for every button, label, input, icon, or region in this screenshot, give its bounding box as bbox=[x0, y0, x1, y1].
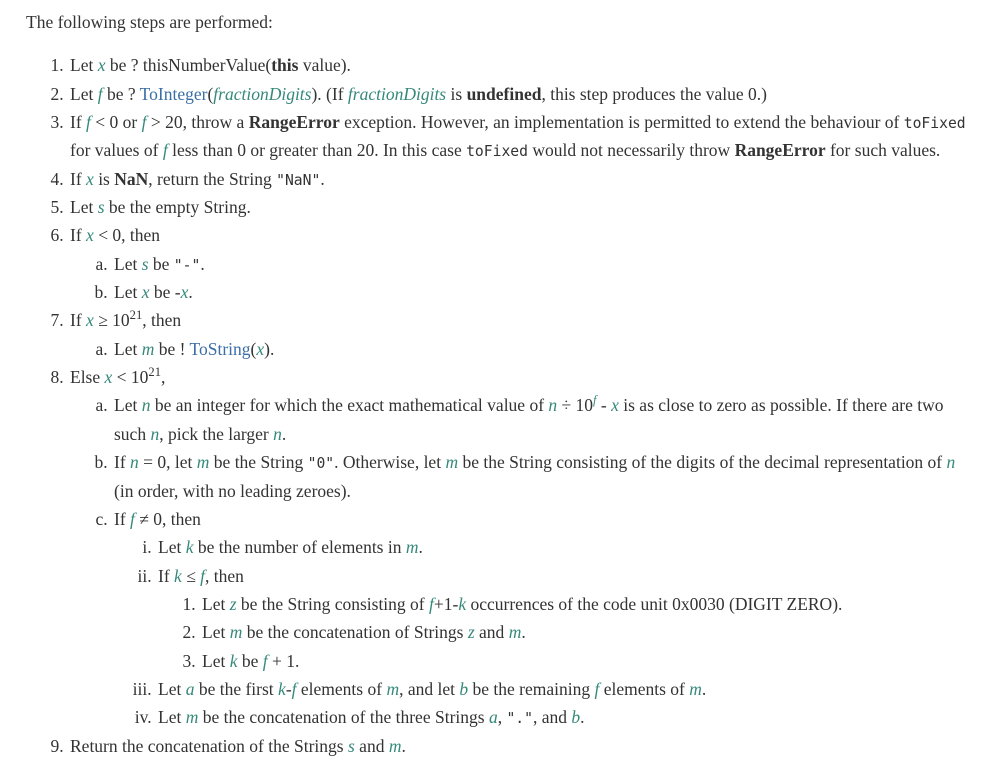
text: be ! bbox=[154, 338, 190, 359]
text: . Otherwise, let bbox=[334, 452, 446, 473]
step-item bbox=[156, 562, 973, 675]
text: If bbox=[158, 565, 175, 586]
text: Let bbox=[202, 593, 230, 614]
text: be the empty String. bbox=[104, 197, 251, 218]
text: Let bbox=[158, 537, 186, 558]
variable: n bbox=[130, 452, 139, 473]
text: for values of bbox=[70, 140, 163, 161]
variable: b bbox=[459, 678, 469, 699]
variable: x bbox=[611, 395, 619, 416]
text: be - bbox=[149, 282, 181, 303]
text: < 0, then bbox=[93, 225, 161, 246]
step-item bbox=[200, 590, 973, 618]
bold-term: this bbox=[271, 55, 299, 76]
variable: m bbox=[141, 338, 155, 359]
step-item bbox=[112, 448, 973, 505]
text: Let bbox=[114, 395, 142, 416]
text: , and bbox=[532, 707, 572, 728]
step-item bbox=[68, 363, 973, 731]
step-item bbox=[156, 703, 973, 731]
code-literal: "NaN" bbox=[276, 171, 321, 189]
superscript-variable: f bbox=[593, 393, 597, 408]
text: ≤ bbox=[181, 565, 201, 586]
text: be bbox=[237, 650, 263, 671]
variable: n bbox=[141, 395, 151, 416]
text: If bbox=[70, 168, 87, 189]
spec-steps-section bbox=[26, 8, 973, 760]
text: is bbox=[446, 83, 467, 104]
bold-term: RangeError bbox=[734, 140, 826, 161]
variable: x bbox=[104, 367, 113, 388]
variable: z bbox=[229, 593, 237, 614]
steps-list-level-3 bbox=[114, 533, 973, 731]
variable: z bbox=[467, 622, 475, 643]
text: + 1. bbox=[267, 650, 300, 671]
variable: s bbox=[97, 197, 105, 218]
text: If bbox=[70, 112, 87, 133]
text: If bbox=[70, 310, 87, 331]
text: be ? thisNumberValue( bbox=[105, 55, 272, 76]
text: Let bbox=[114, 253, 142, 274]
text: is as close to zero as possible. If there are two such bbox=[114, 395, 944, 444]
step-item bbox=[200, 618, 973, 646]
text: elements of bbox=[296, 678, 387, 699]
step-item bbox=[156, 675, 973, 703]
text: - bbox=[285, 678, 292, 699]
text: less than 0 or greater than 20. In this case bbox=[167, 140, 467, 161]
variable: n bbox=[946, 452, 956, 473]
step-item bbox=[68, 80, 973, 108]
step-item bbox=[112, 250, 973, 278]
text: be the concatenation of the three Strings bbox=[198, 707, 489, 728]
text: be the String consisting of bbox=[236, 593, 429, 614]
steps-list-level-2 bbox=[70, 250, 973, 307]
code-literal: "." bbox=[506, 710, 533, 728]
text: , return the String bbox=[148, 168, 277, 189]
text: occurrences of the code unit 0x0030 (DIGIT ZERO). bbox=[466, 593, 843, 614]
superscript: 21 bbox=[148, 365, 162, 380]
variable: s bbox=[141, 253, 149, 274]
step-item bbox=[68, 193, 973, 221]
text: be the remaining bbox=[468, 678, 595, 699]
text: +1- bbox=[433, 593, 459, 614]
variable: n bbox=[548, 395, 558, 416]
text: Else bbox=[70, 367, 105, 388]
text: be bbox=[148, 253, 174, 274]
text: be the concatenation of Strings bbox=[242, 622, 468, 643]
text: Let bbox=[202, 650, 230, 671]
variable: k bbox=[185, 537, 194, 558]
text: . bbox=[521, 622, 526, 643]
variable: x bbox=[256, 338, 265, 359]
code-literal: "-" bbox=[173, 256, 201, 274]
variable: m bbox=[445, 452, 459, 473]
text: and bbox=[474, 622, 509, 643]
steps-list-level-1 bbox=[26, 51, 973, 760]
text: ). bbox=[264, 338, 275, 359]
text: Let bbox=[158, 707, 186, 728]
text: , pick the larger bbox=[159, 423, 274, 444]
step-item bbox=[200, 647, 973, 675]
step-item bbox=[156, 533, 973, 561]
variable: f bbox=[594, 678, 600, 699]
step-item bbox=[112, 335, 973, 363]
text: If bbox=[70, 225, 87, 246]
variable: s bbox=[347, 735, 355, 756]
text: < 10 bbox=[112, 367, 149, 388]
variable: x bbox=[97, 55, 106, 76]
variable: f bbox=[130, 508, 135, 529]
text: . bbox=[320, 168, 325, 189]
text: Let bbox=[114, 282, 142, 303]
text: (in order, with no leading zeroes). bbox=[114, 480, 351, 501]
variable: x bbox=[180, 282, 189, 303]
variable: m bbox=[185, 707, 199, 728]
text: . bbox=[401, 735, 406, 756]
variable: m bbox=[386, 678, 400, 699]
variable: f bbox=[86, 112, 91, 133]
variable: m bbox=[229, 622, 243, 643]
variable: x bbox=[86, 168, 94, 189]
variable: k bbox=[174, 565, 182, 586]
text: ÷ 10 bbox=[557, 395, 594, 416]
text: Let bbox=[70, 83, 98, 104]
text: Let bbox=[70, 197, 98, 218]
steps-list-level-2 bbox=[70, 335, 973, 363]
steps-list-level-2 bbox=[70, 391, 973, 731]
text: - bbox=[596, 395, 612, 416]
text: ≠ 0, then bbox=[134, 508, 201, 529]
text: exception. However, an implementation is permitted to extend the behaviour of bbox=[339, 112, 904, 133]
variable: f bbox=[141, 112, 147, 133]
text: ( bbox=[207, 83, 214, 104]
steps-container bbox=[26, 51, 973, 760]
step-item bbox=[112, 391, 973, 448]
variable: k bbox=[458, 593, 467, 614]
intro-text: The following steps are performed: bbox=[26, 12, 273, 32]
text: Let bbox=[70, 55, 98, 76]
text: , then bbox=[142, 310, 182, 331]
text: , bbox=[161, 367, 166, 388]
variable: k bbox=[229, 650, 238, 671]
step-item bbox=[68, 221, 973, 306]
step-item bbox=[68, 51, 973, 79]
text: be ? bbox=[102, 83, 140, 104]
bold-term: RangeError bbox=[248, 112, 340, 133]
text: is bbox=[93, 168, 115, 189]
text: . bbox=[281, 423, 287, 444]
step-item bbox=[68, 732, 973, 760]
text: elements of bbox=[599, 678, 690, 699]
text: > 20, throw a bbox=[146, 112, 249, 133]
step-item bbox=[112, 505, 973, 732]
text: Return the concatenation of the Strings bbox=[70, 735, 348, 756]
step-item bbox=[68, 165, 973, 193]
variable: n bbox=[150, 423, 160, 444]
variable: k bbox=[278, 678, 286, 699]
text: , this step produces the value 0.) bbox=[541, 83, 767, 104]
variable: m bbox=[388, 735, 402, 756]
variable: m bbox=[508, 622, 522, 643]
text: and bbox=[354, 735, 389, 756]
variable: f bbox=[97, 83, 103, 104]
bold-term: NaN bbox=[114, 168, 149, 189]
text: be the first bbox=[194, 678, 279, 699]
text: If bbox=[114, 508, 131, 529]
text: , then bbox=[205, 565, 244, 586]
text: . bbox=[701, 678, 707, 699]
variable: x bbox=[86, 310, 94, 331]
text: be the String bbox=[209, 452, 308, 473]
text: , bbox=[497, 707, 507, 728]
text: If bbox=[114, 452, 131, 473]
text: ≥ 10 bbox=[93, 310, 130, 331]
text: for such values. bbox=[825, 140, 941, 161]
text: . bbox=[580, 707, 585, 728]
code-literal: toFixed bbox=[903, 115, 966, 133]
text: ). (If bbox=[311, 83, 348, 104]
text: ( bbox=[250, 338, 257, 359]
text: . bbox=[418, 537, 423, 558]
variable: f bbox=[291, 678, 297, 699]
steps-list-level-4 bbox=[158, 590, 973, 675]
text: . bbox=[200, 253, 205, 274]
text: value). bbox=[298, 55, 351, 76]
text: < 0 or bbox=[90, 112, 142, 133]
text: be the number of elements in bbox=[193, 537, 406, 558]
superscript: 21 bbox=[129, 308, 143, 323]
text: be an integer for which the exact mathematical value of bbox=[150, 395, 549, 416]
variable: m bbox=[196, 452, 210, 473]
variable: f bbox=[200, 565, 206, 586]
variable: f bbox=[162, 140, 168, 161]
text: . bbox=[188, 282, 193, 303]
variable: a bbox=[488, 707, 498, 728]
variable: b bbox=[571, 707, 581, 728]
variable: fractionDigits bbox=[213, 83, 312, 104]
variable: a bbox=[185, 678, 195, 699]
code-literal: toFixed bbox=[466, 143, 528, 161]
spec-link-tointeger[interactable]: ToInteger bbox=[139, 83, 208, 104]
variable: n bbox=[273, 423, 282, 444]
step-item bbox=[68, 108, 973, 165]
text: Let bbox=[202, 622, 230, 643]
text: = 0, let bbox=[138, 452, 197, 473]
spec-link-tostring[interactable]: ToString bbox=[189, 338, 251, 359]
variable: f bbox=[262, 650, 268, 671]
step-item bbox=[112, 278, 973, 306]
variable: fractionDigits bbox=[347, 83, 447, 104]
text: Let bbox=[114, 338, 142, 359]
bold-term: undefined bbox=[466, 83, 542, 104]
text: would not necessarily throw bbox=[528, 140, 735, 161]
text: Let bbox=[158, 678, 186, 699]
variable: x bbox=[86, 225, 94, 246]
text: be the String consisting of the digits of the decimal representation of bbox=[458, 452, 947, 473]
variable: f bbox=[429, 593, 434, 614]
text: , and let bbox=[399, 678, 460, 699]
variable: x bbox=[141, 282, 150, 303]
variable: m bbox=[405, 537, 419, 558]
step-item bbox=[68, 306, 973, 363]
code-literal: "0" bbox=[307, 455, 335, 473]
variable: m bbox=[689, 678, 702, 699]
